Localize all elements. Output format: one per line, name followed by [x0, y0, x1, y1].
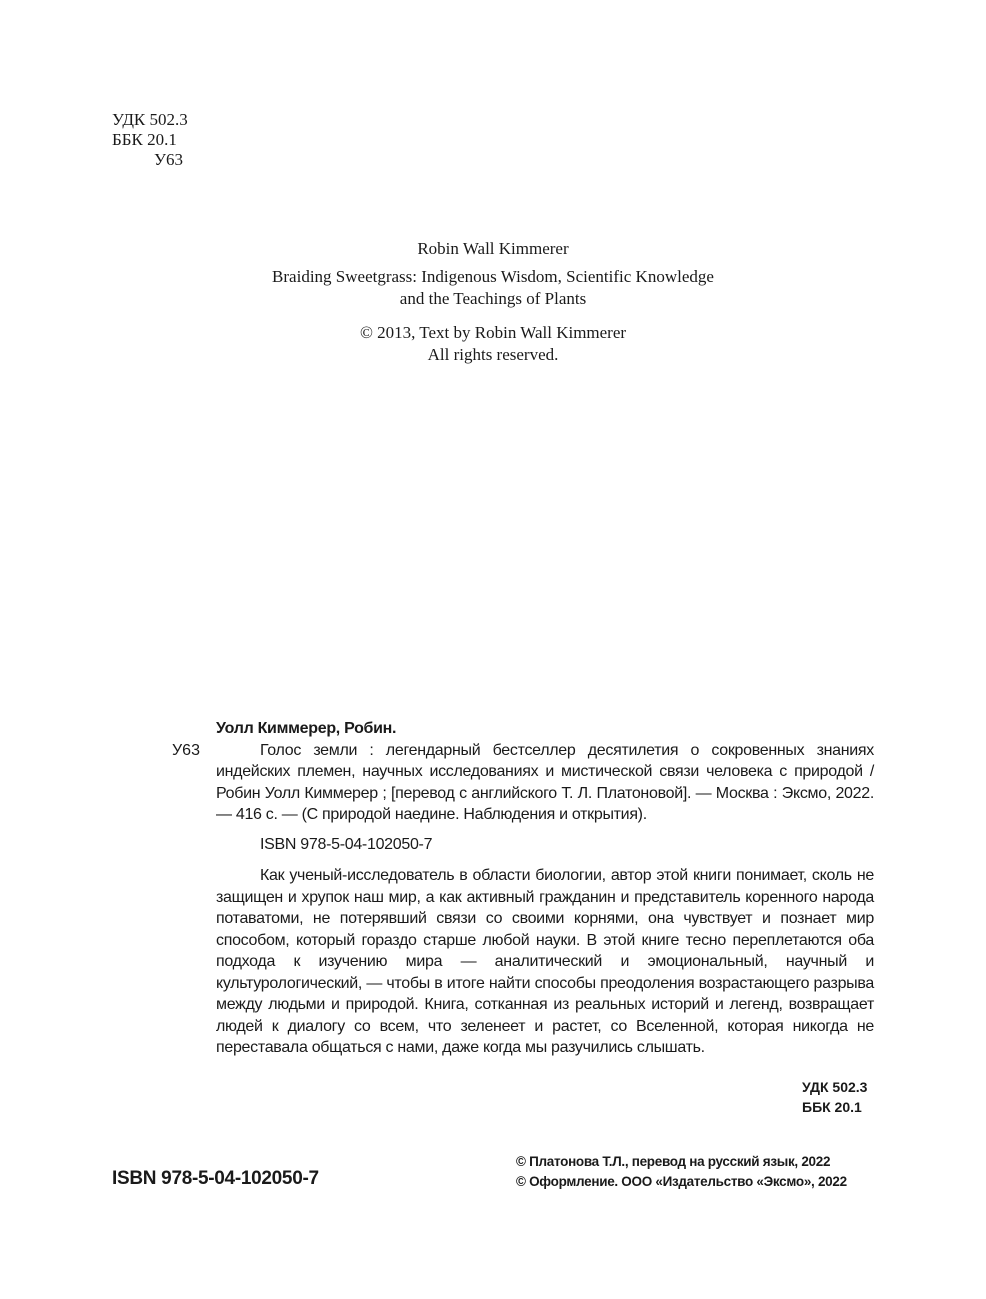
biblio-entry: Голос земли : легендарный бестселлер десятилетия о сокровенных знаниях индейских племен, научных исследованиях и мистической связи человека с природой / Робин Уолл Киммерер ; [перевод с английского Т. Л. Платоновой]. — Москва : Эксмо, 2022. — 416 с. — (С природой наедине. Наблюдения и открытия).	[216, 741, 874, 823]
rights-reserved: All rights reserved.	[427, 345, 559, 364]
footer-isbn: ISBN 978-5-04-102050-7	[112, 1168, 319, 1189]
bibliographic-record	[216, 718, 874, 1059]
original-title-line-2: and the Teachings of Plants	[399, 289, 587, 308]
bbk-code: ББК 20.1	[112, 130, 177, 149]
original-edition-info	[0, 238, 986, 366]
original-author: Robin Wall Kimmerer	[417, 239, 569, 258]
footer-copyrights	[516, 1152, 847, 1192]
classification-right	[802, 1077, 867, 1117]
copyright-translation: © Платонова Т.Л., перевод на русский язык, 2022	[516, 1154, 831, 1169]
original-copyright: © 2013, Text by Robin Wall Kimmerer	[359, 323, 627, 342]
udk-code-right: УДК 502.3	[802, 1079, 868, 1095]
bbk-code-right: ББК 20.1	[802, 1099, 862, 1115]
biblio-heading: Уолл Киммерер, Робин.	[216, 720, 397, 737]
original-title-line-1: Braiding Sweetgrass: Indigenous Wisdom, Scientific Knowledge	[272, 267, 714, 286]
book-annotation: Как ученый-исследователь в области биологии, автор этой книги понимает, сколь не защищен и хрупок наш мир, а как активный гражданин и представитель коренного народа потаватоми, не потерявший связи со своими корнями, она чувствует и познает мир способом, который гораздо старше любой науки. В этой книге тесно переплетаются оба подхода к изучению мира — аналитический и эмоциональный, научный и культурологический, — чтобы в итоге найти способы преодоления возрастающего разрыва между людьми и природой. Книга, сотканная из реальных историй и легенд, возвращает людей к диалогу со всем, что зеленеет и растет, со Вселенной, которая никогда не переставала общаться с нами, даже когда мы разучились слышать.	[216, 867, 874, 1056]
udk-code: УДК 502.3	[112, 110, 188, 129]
biblio-isbn: ISBN 978-5-04-102050-7	[260, 835, 433, 853]
classification-top	[112, 110, 188, 170]
copyright-design: © Оформление. ООО «Издательство «Эксмо», 2022	[516, 1174, 847, 1189]
biblio-author-mark: У63	[172, 742, 200, 759]
author-mark: У63	[154, 150, 184, 169]
